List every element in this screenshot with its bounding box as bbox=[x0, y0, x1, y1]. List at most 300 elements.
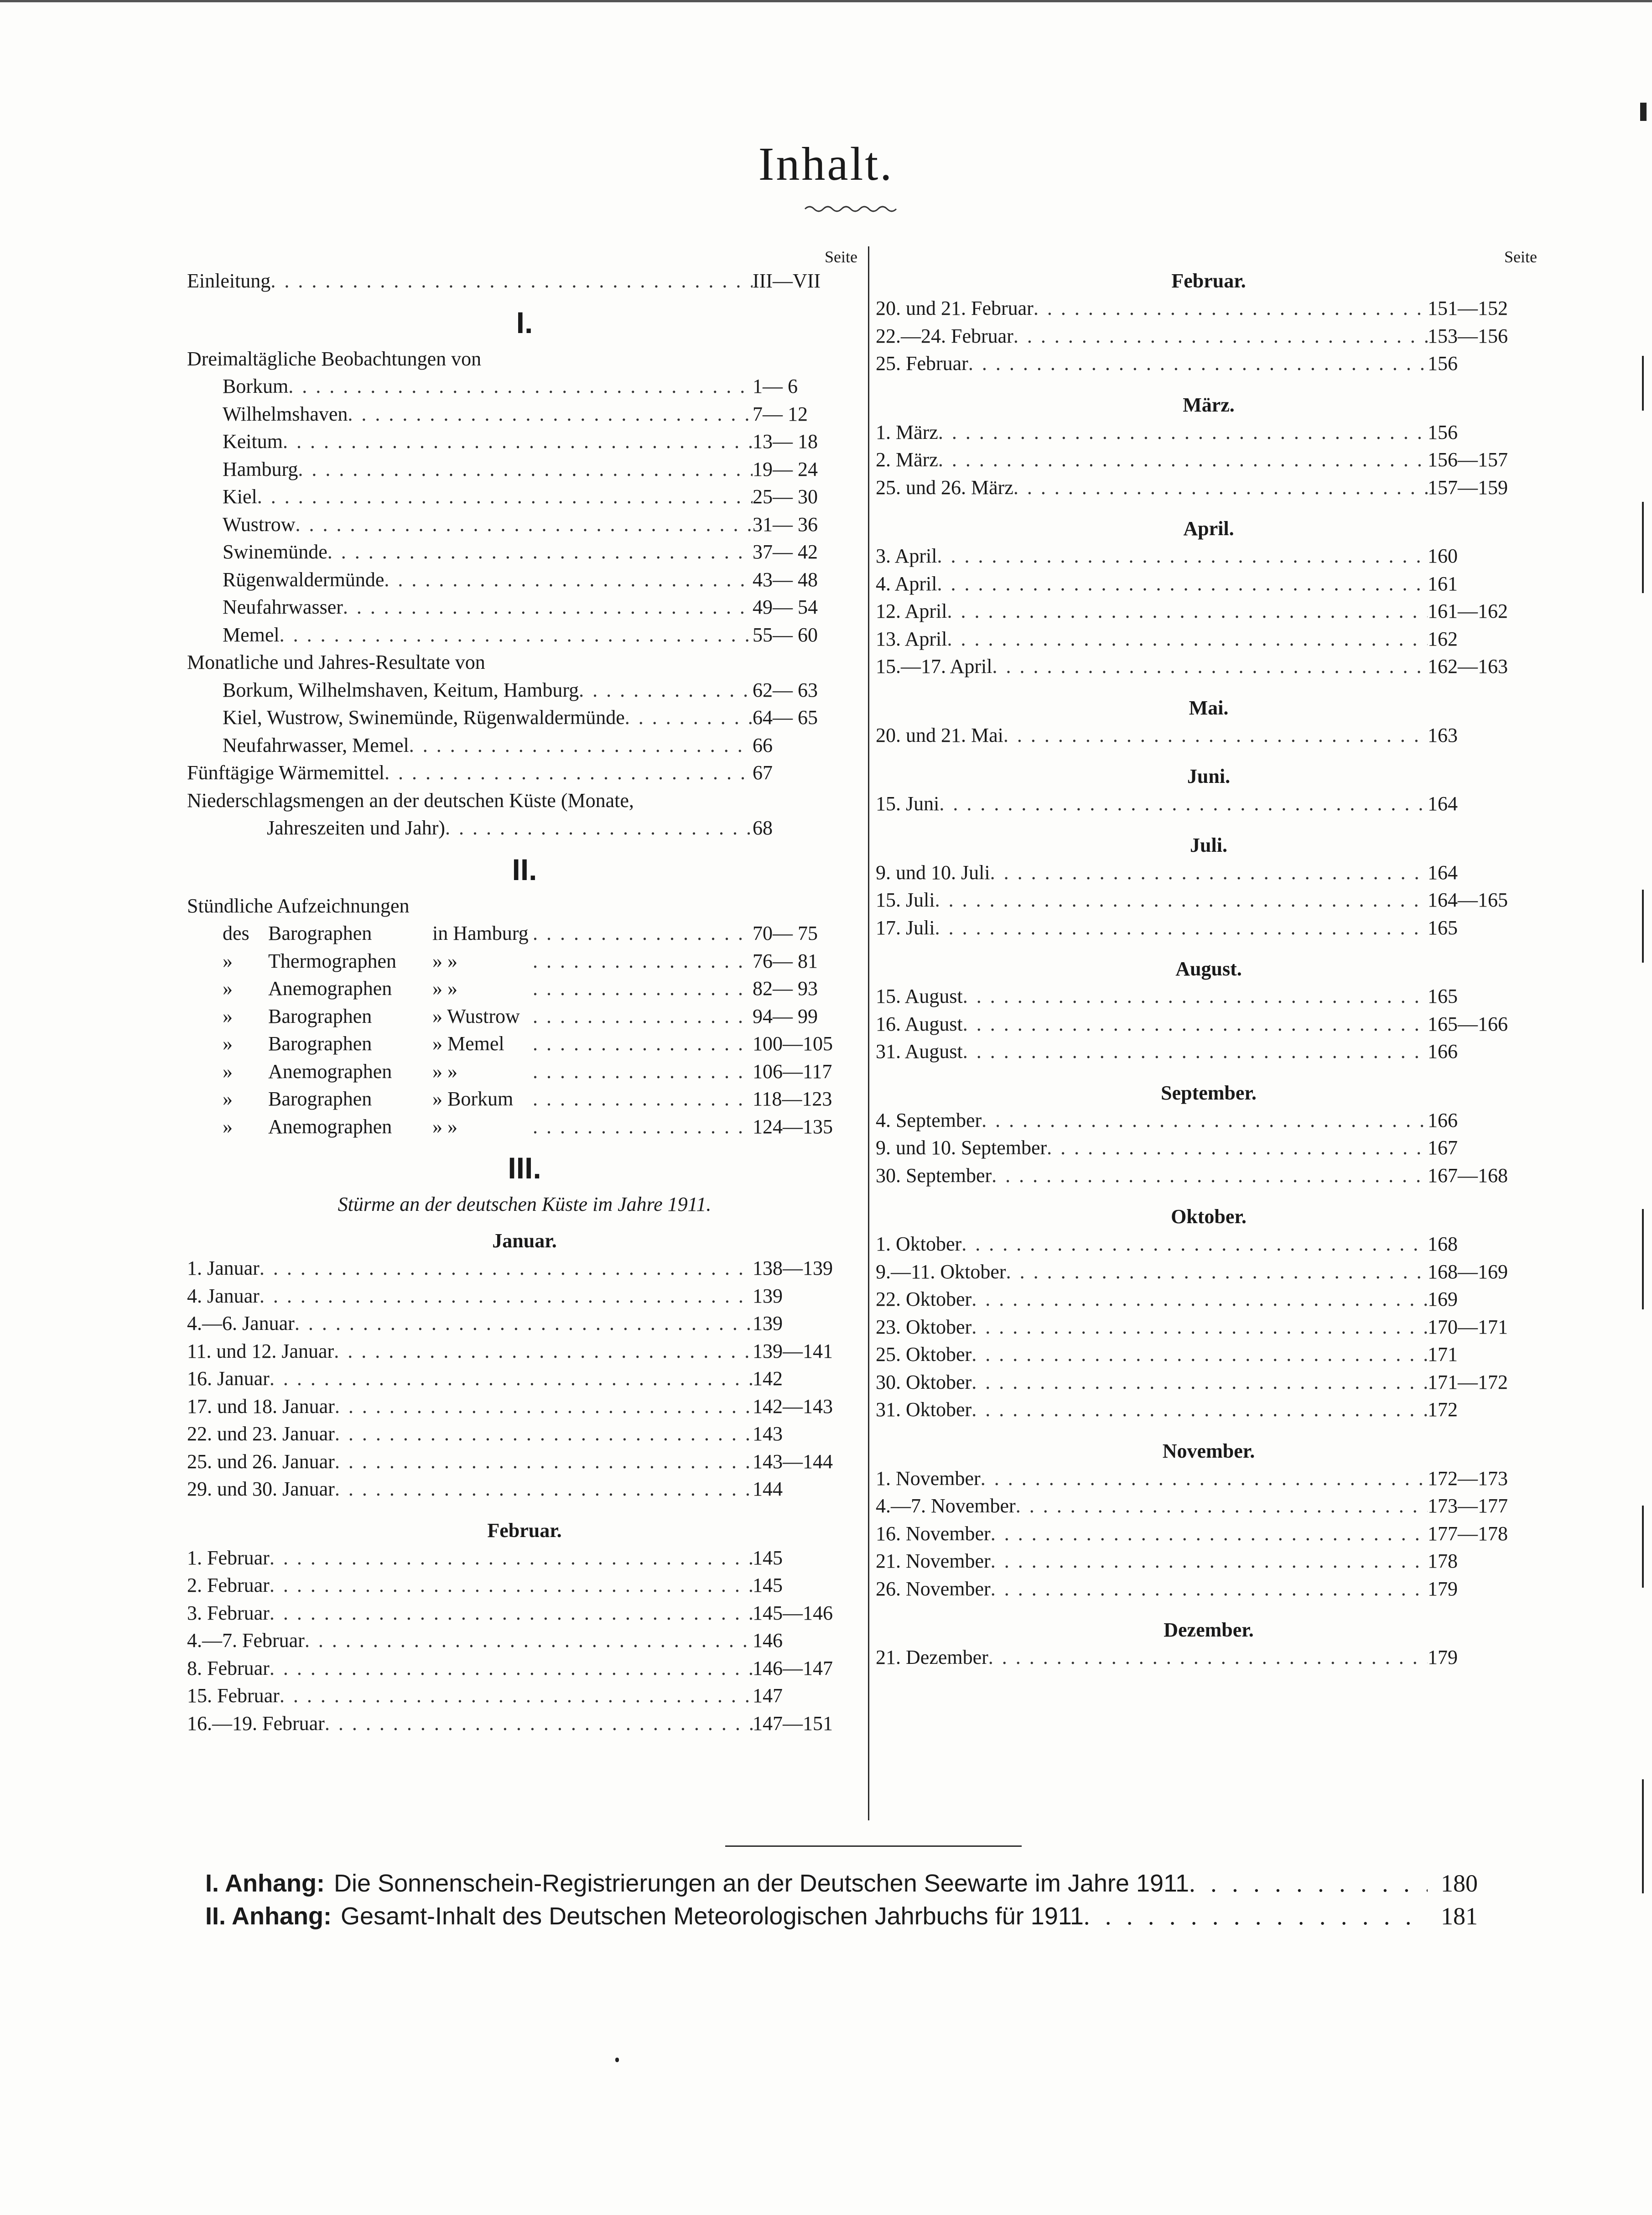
entry-page: 156 bbox=[1428, 421, 1458, 443]
toc-entry[interactable] bbox=[876, 1107, 1542, 1135]
entry-page: 165 bbox=[1428, 916, 1458, 939]
toc-entry[interactable] bbox=[187, 920, 862, 948]
toc-entry[interactable] bbox=[187, 483, 862, 511]
appendix-label: II. Anhang: bbox=[205, 1902, 332, 1930]
spacer bbox=[876, 1603, 1542, 1616]
entry-label: Rügenwaldermünde bbox=[223, 568, 384, 591]
entry-page: 170—171 bbox=[1428, 1315, 1508, 1338]
spacer bbox=[876, 1424, 1542, 1438]
toc-entry[interactable] bbox=[876, 446, 1542, 474]
footer-rule bbox=[725, 1845, 1022, 1847]
entry-page: 161 bbox=[1428, 572, 1458, 595]
toc-entry-waermemittel[interactable] bbox=[187, 759, 862, 787]
entry-page: 145 bbox=[753, 1574, 783, 1596]
entry-page: 144 bbox=[753, 1478, 783, 1500]
entry-location: » » bbox=[432, 977, 457, 1000]
dot-leader bbox=[1003, 722, 1428, 750]
entry-location: » Memel bbox=[432, 1032, 504, 1055]
entry-page: 156—157 bbox=[1428, 448, 1508, 471]
toc-entry[interactable] bbox=[876, 886, 1542, 914]
entry-label: 9.—11. Oktober bbox=[876, 1260, 1006, 1283]
entry-page: 143—144 bbox=[753, 1450, 833, 1473]
dot-leader bbox=[992, 1162, 1428, 1190]
dot-leader bbox=[963, 983, 1428, 1011]
entry-label: 31. August bbox=[876, 1040, 963, 1063]
dot-leader bbox=[335, 1420, 753, 1448]
entry-page: 64— 65 bbox=[753, 706, 818, 729]
toc-entry-niederschlag[interactable] bbox=[187, 814, 862, 842]
toc-entry[interactable] bbox=[876, 859, 1542, 887]
dot-leader bbox=[971, 1396, 1428, 1424]
entry-label: Neufahrwasser bbox=[223, 596, 343, 618]
entry-article: » bbox=[223, 1115, 233, 1138]
entry-label: Wustrow bbox=[223, 513, 296, 536]
toc-entry[interactable] bbox=[876, 1520, 1542, 1548]
entry-page: 173—177 bbox=[1428, 1495, 1508, 1517]
toc-entry[interactable] bbox=[876, 1038, 1542, 1066]
toc-entry[interactable] bbox=[187, 1282, 862, 1310]
scan-edge-mark bbox=[1642, 890, 1644, 963]
entry-label: 13. April bbox=[876, 627, 947, 650]
entry-location: » » bbox=[432, 1060, 457, 1083]
toc-entry[interactable] bbox=[187, 1600, 862, 1627]
scan-edge-mark bbox=[1642, 1506, 1644, 1588]
entry-page: 62— 63 bbox=[753, 678, 818, 701]
monthly-results-heading: Monatliche und Jahres-Resultate von bbox=[187, 651, 485, 673]
entry-label: 2. Februar bbox=[187, 1574, 270, 1596]
entry-label: 1. März bbox=[876, 421, 938, 443]
toc-entry[interactable] bbox=[187, 1255, 862, 1282]
entry-page: 19— 24 bbox=[753, 458, 818, 480]
dot-leader bbox=[939, 790, 1428, 818]
dot-leader bbox=[270, 1365, 753, 1393]
dot-leader bbox=[280, 621, 753, 649]
entry-page: 142 bbox=[753, 1367, 783, 1390]
entry-page: 153—156 bbox=[1428, 324, 1508, 347]
toc-entry[interactable] bbox=[187, 1310, 862, 1338]
month-heading-november: November. bbox=[1162, 1439, 1255, 1462]
entry-page: III—VII bbox=[753, 270, 821, 292]
entry-label: 16. November bbox=[876, 1522, 991, 1545]
section-i-heading: Dreimaltägliche Beobachtungen von bbox=[187, 347, 482, 370]
dot-leader bbox=[935, 886, 1428, 914]
entry-page: 76— 81 bbox=[753, 949, 818, 972]
toc-entry[interactable] bbox=[876, 542, 1542, 570]
section-ii-heading: Stündliche Aufzeichnungen bbox=[187, 894, 410, 917]
toc-entry[interactable] bbox=[876, 1575, 1542, 1603]
toc-entry[interactable] bbox=[187, 621, 862, 649]
dot-leader bbox=[991, 1548, 1428, 1575]
entry-label: 1. Januar bbox=[187, 1257, 260, 1279]
entry-page: 43— 48 bbox=[753, 568, 818, 591]
toc-entry[interactable] bbox=[876, 722, 1542, 750]
entry-page: 165—166 bbox=[1428, 1012, 1508, 1035]
entry-page: 169 bbox=[1428, 1288, 1458, 1310]
toc-entry[interactable] bbox=[876, 295, 1542, 323]
toc-entry[interactable] bbox=[187, 373, 862, 401]
entry-label bbox=[223, 1113, 533, 1141]
entry-label bbox=[223, 1003, 533, 1031]
entry-instrument: Barographen bbox=[268, 1088, 372, 1110]
toc-entry[interactable] bbox=[876, 790, 1542, 818]
toc-entry[interactable] bbox=[187, 975, 862, 1003]
dot-leader bbox=[991, 1520, 1428, 1548]
entry-page: 178 bbox=[1428, 1550, 1458, 1572]
entry-page: 82— 93 bbox=[753, 977, 818, 1000]
entry-label: 1. Oktober bbox=[876, 1233, 962, 1255]
dot-leader bbox=[971, 1313, 1428, 1341]
toc-entry[interactable] bbox=[187, 732, 862, 760]
entry-page: 138—139 bbox=[753, 1257, 833, 1279]
dot-leader bbox=[533, 920, 753, 948]
toc-entry[interactable] bbox=[187, 566, 862, 594]
month-heading-juli: Juli. bbox=[1190, 834, 1227, 856]
dot-leader bbox=[334, 1338, 753, 1365]
entry-page: 172—173 bbox=[1428, 1467, 1508, 1490]
entry-instrument: Barographen bbox=[268, 1005, 372, 1027]
dot-leader bbox=[270, 267, 753, 295]
dot-leader bbox=[533, 975, 753, 1003]
dot-leader bbox=[968, 350, 1428, 378]
entry-article: » bbox=[223, 977, 233, 1000]
entry-label: 4.—7. Februar bbox=[187, 1629, 305, 1652]
toc-entry[interactable] bbox=[876, 1369, 1542, 1397]
entry-instrument: Thermographen bbox=[268, 949, 396, 972]
toc-entry[interactable] bbox=[187, 1003, 862, 1031]
toc-entry[interactable] bbox=[876, 625, 1542, 653]
appendix-i[interactable] bbox=[205, 1866, 1478, 1901]
dot-leader bbox=[335, 1448, 753, 1476]
entry-page: 142—143 bbox=[753, 1395, 833, 1418]
toc-entry[interactable] bbox=[187, 1085, 862, 1113]
entry-label: 11. und 12. Januar bbox=[187, 1339, 334, 1362]
dot-leader bbox=[935, 914, 1428, 942]
month-heading-august: August. bbox=[1175, 958, 1242, 980]
entry-article: » bbox=[223, 949, 233, 972]
entry-label bbox=[223, 1085, 533, 1113]
entry-page: 55— 60 bbox=[753, 623, 818, 646]
toc-entry[interactable] bbox=[876, 1230, 1542, 1258]
dot-leader bbox=[335, 1475, 753, 1503]
dot-leader bbox=[260, 1255, 753, 1282]
toc-entry[interactable] bbox=[876, 323, 1542, 350]
toc-entry[interactable] bbox=[876, 419, 1542, 447]
appendix-page: 181 bbox=[1441, 1902, 1478, 1930]
appendix-ii[interactable] bbox=[205, 1899, 1478, 1934]
dot-leader bbox=[257, 483, 753, 511]
entry-page: 67 bbox=[753, 761, 773, 784]
entry-label: 29. und 30. Januar bbox=[187, 1478, 335, 1500]
page-title: Inhalt. bbox=[758, 138, 894, 190]
entry-page: 160 bbox=[1428, 545, 1458, 567]
scan-edge-mark bbox=[1640, 103, 1647, 121]
entry-instrument: Anemographen bbox=[268, 1115, 392, 1138]
toc-entry[interactable] bbox=[187, 538, 862, 566]
toc-entry[interactable] bbox=[187, 1475, 862, 1503]
dot-leader bbox=[384, 566, 753, 594]
toc-entry[interactable] bbox=[876, 1258, 1542, 1286]
appendix-label: I. Anhang: bbox=[205, 1870, 325, 1897]
entry-page: 124—135 bbox=[753, 1115, 833, 1138]
entry-page: 146 bbox=[753, 1629, 783, 1652]
spacer bbox=[876, 681, 1542, 694]
toc-entry[interactable] bbox=[876, 1396, 1542, 1424]
toc-entry[interactable] bbox=[187, 428, 862, 456]
toc-entry[interactable] bbox=[876, 983, 1542, 1011]
entry-label: Einleitung bbox=[187, 270, 271, 292]
section-iii-subtitle: Stürme an der deutschen Küste im Jahre 1911. bbox=[338, 1193, 712, 1215]
toc-entry[interactable] bbox=[876, 474, 1542, 502]
toc-entry[interactable] bbox=[187, 1393, 862, 1421]
entry-page: 156 bbox=[1428, 352, 1458, 375]
entry-page: 13— 18 bbox=[753, 430, 818, 453]
entry-label: 4.—6. Januar bbox=[187, 1312, 295, 1334]
appendix-text: Gesamt-Inhalt des Deutschen Meteorologischen Jahrbuchs für 1911 bbox=[340, 1902, 1084, 1930]
entry-page: 145 bbox=[753, 1546, 783, 1569]
toc-entry[interactable] bbox=[187, 1544, 862, 1572]
dot-leader bbox=[1047, 1134, 1428, 1162]
toc-entry[interactable] bbox=[187, 1420, 862, 1448]
entry-label: 26. November bbox=[876, 1577, 991, 1600]
entry-article: » bbox=[223, 1060, 233, 1083]
entry-label: 1. November bbox=[876, 1467, 981, 1490]
entry-label: Swinemünde bbox=[223, 541, 327, 563]
toc-entry[interactable] bbox=[187, 1448, 862, 1476]
entry-label: 20. und 21. Februar bbox=[876, 297, 1034, 319]
entry-page: 7— 12 bbox=[753, 402, 808, 425]
section-heading-ii: II. bbox=[512, 852, 537, 886]
entry-location: » Borkum bbox=[432, 1088, 514, 1110]
toc-entry[interactable] bbox=[876, 1286, 1542, 1313]
entry-label: 9. und 10. September bbox=[876, 1136, 1047, 1159]
entry-label: Kiel, Wustrow, Swinemünde, Rügenwaldermünde bbox=[223, 706, 625, 729]
dot-leader bbox=[971, 1369, 1428, 1397]
scan-speck bbox=[615, 2058, 619, 2062]
instrument-list bbox=[187, 920, 862, 1141]
entry-label bbox=[223, 975, 533, 1003]
entry-page: 164 bbox=[1428, 792, 1458, 815]
entry-page: 139—141 bbox=[753, 1339, 833, 1362]
dot-leader bbox=[1013, 323, 1428, 350]
entry-page: 37— 42 bbox=[753, 541, 818, 563]
toc-entry[interactable] bbox=[187, 1682, 862, 1710]
toc-entry[interactable] bbox=[876, 914, 1542, 942]
scan-edge-mark bbox=[1642, 1209, 1644, 1309]
dot-leader bbox=[971, 1286, 1428, 1313]
entry-page: 167—168 bbox=[1428, 1164, 1508, 1187]
entry-page: 139 bbox=[753, 1284, 783, 1307]
entry-page: 151—152 bbox=[1428, 297, 1508, 319]
entry-label: 31. Oktober bbox=[876, 1398, 972, 1421]
entry-label: 3. April bbox=[876, 545, 937, 567]
entry-location: » » bbox=[432, 949, 457, 972]
toc-entry[interactable] bbox=[187, 1710, 862, 1738]
toc-entry[interactable] bbox=[876, 1011, 1542, 1038]
entry-page: 118—123 bbox=[753, 1088, 832, 1110]
entry-page: 165 bbox=[1428, 985, 1458, 1007]
entry-label: 22. und 23. Januar bbox=[187, 1423, 335, 1445]
entry-page: 49— 54 bbox=[753, 596, 818, 618]
entry-label: 16.—19. Februar bbox=[187, 1712, 325, 1735]
spacer bbox=[876, 1066, 1542, 1079]
toc-entry[interactable] bbox=[876, 653, 1542, 681]
dot-leader bbox=[990, 859, 1428, 887]
entry-page: 163 bbox=[1428, 724, 1458, 746]
toc-entry[interactable] bbox=[187, 1572, 862, 1600]
entry-label: 25. und 26. März bbox=[876, 476, 1013, 499]
niederschlag-heading: Niederschlagsmengen an der deutschen Küste (Monate, bbox=[187, 789, 634, 812]
toc-entry[interactable] bbox=[187, 511, 862, 539]
entry-article: » bbox=[223, 1032, 233, 1055]
entry-label: 9. und 10. Juli bbox=[876, 861, 990, 884]
dot-leader bbox=[937, 570, 1428, 598]
toc-entry[interactable] bbox=[187, 1338, 862, 1365]
dot-leader bbox=[288, 373, 753, 401]
entry-page: 145—146 bbox=[753, 1601, 833, 1624]
month-heading-februar: Februar. bbox=[487, 1519, 562, 1542]
toc-entry-einleitung[interactable] bbox=[187, 267, 862, 295]
toc-entry[interactable] bbox=[876, 1492, 1542, 1520]
toc-entry[interactable] bbox=[876, 598, 1542, 625]
title-ornament-icon bbox=[803, 201, 903, 214]
entry-page: 168 bbox=[1428, 1233, 1458, 1255]
entry-label: 30. Oktober bbox=[876, 1371, 972, 1393]
section-heading-iii: III. bbox=[508, 1151, 541, 1185]
dot-leader bbox=[963, 1011, 1428, 1038]
spacer bbox=[876, 749, 1542, 763]
dot-leader bbox=[260, 1282, 753, 1310]
dot-leader bbox=[1189, 1866, 1428, 1901]
entry-label: 4. April bbox=[876, 572, 937, 595]
entry-article: » bbox=[223, 1005, 233, 1027]
dot-leader bbox=[533, 1058, 753, 1086]
entry-page: 179 bbox=[1428, 1646, 1458, 1668]
dot-leader bbox=[1034, 295, 1428, 323]
toc-entry[interactable] bbox=[187, 456, 862, 484]
month-heading-september: September. bbox=[1161, 1081, 1257, 1104]
entry-label: 15. Februar bbox=[187, 1684, 280, 1707]
dot-leader bbox=[283, 428, 753, 456]
toc-entry[interactable] bbox=[187, 677, 862, 704]
entry-label: 12. April bbox=[876, 600, 947, 622]
toc-entry[interactable] bbox=[876, 1548, 1542, 1575]
entry-instrument: Anemographen bbox=[268, 977, 392, 1000]
dot-leader bbox=[533, 1030, 753, 1058]
toc-entry[interactable] bbox=[187, 594, 862, 621]
toc-entry[interactable] bbox=[876, 1313, 1542, 1341]
toc-entry[interactable] bbox=[876, 1341, 1542, 1369]
entry-label: Fünftägige Wärmemittel bbox=[187, 761, 384, 784]
dot-leader bbox=[305, 1627, 753, 1655]
entry-label: 22. Oktober bbox=[876, 1288, 972, 1310]
toc-entry[interactable] bbox=[187, 1627, 862, 1655]
entry-page: 1— 6 bbox=[753, 375, 798, 397]
entry-page: 167 bbox=[1428, 1136, 1458, 1159]
month-heading-mai: Mai. bbox=[1189, 696, 1229, 719]
entry-page: 172 bbox=[1428, 1398, 1458, 1421]
toc-entry[interactable] bbox=[187, 401, 862, 428]
toc-entry[interactable] bbox=[187, 1113, 862, 1141]
appendix-page: 180 bbox=[1441, 1870, 1478, 1897]
toc-entry[interactable] bbox=[187, 1365, 862, 1393]
toc-entry[interactable] bbox=[187, 1655, 862, 1683]
entry-instrument: Barographen bbox=[268, 922, 372, 944]
toc-entry[interactable] bbox=[876, 570, 1542, 598]
entry-label: 4. Januar bbox=[187, 1284, 260, 1307]
spacer bbox=[876, 501, 1542, 515]
seite-header-right: Seite bbox=[1504, 248, 1537, 266]
entry-page: 143 bbox=[753, 1423, 783, 1445]
dot-leader bbox=[1006, 1258, 1428, 1286]
toc-entry[interactable] bbox=[876, 350, 1542, 378]
month-heading-oktober: Oktober. bbox=[1171, 1205, 1247, 1228]
toc-entry[interactable] bbox=[187, 1030, 862, 1058]
entry-label: 17. Juli bbox=[876, 916, 935, 939]
dot-leader bbox=[325, 1710, 753, 1738]
dot-leader bbox=[947, 598, 1428, 625]
toc-entry[interactable] bbox=[187, 948, 862, 975]
dot-leader bbox=[409, 732, 753, 760]
dot-leader bbox=[296, 511, 753, 539]
dot-leader bbox=[343, 594, 753, 621]
entry-label bbox=[223, 948, 533, 975]
entry-label: 21. November bbox=[876, 1550, 991, 1572]
entry-label: 25. Oktober bbox=[876, 1343, 972, 1365]
dot-leader bbox=[981, 1465, 1428, 1493]
entry-page: 166 bbox=[1428, 1109, 1458, 1131]
dot-leader bbox=[971, 1341, 1428, 1369]
month-heading-dezember: Dezember. bbox=[1164, 1619, 1254, 1641]
entry-label: 23. Oktober bbox=[876, 1315, 972, 1338]
dot-leader bbox=[1013, 474, 1428, 502]
scan-edge-mark bbox=[1642, 1779, 1644, 1893]
dot-leader bbox=[1016, 1492, 1428, 1520]
dot-leader bbox=[280, 1682, 753, 1710]
dot-leader bbox=[982, 1107, 1428, 1135]
entry-page: 162—163 bbox=[1428, 655, 1508, 678]
section-heading-i: I. bbox=[516, 305, 533, 339]
scan-top-edge bbox=[0, 0, 1652, 2]
toc-entry[interactable] bbox=[876, 1465, 1542, 1493]
dot-leader bbox=[445, 814, 753, 842]
toc-entry[interactable] bbox=[876, 1134, 1542, 1162]
entry-label: 1. Februar bbox=[187, 1546, 270, 1569]
entry-page: 106—117 bbox=[753, 1060, 832, 1083]
entry-page: 94— 99 bbox=[753, 1005, 818, 1027]
spacer bbox=[876, 942, 1542, 955]
toc-entry[interactable] bbox=[876, 1644, 1542, 1672]
entry-label: 25. Februar bbox=[876, 352, 968, 375]
entry-page: 162 bbox=[1428, 627, 1458, 650]
toc-entry[interactable] bbox=[187, 704, 862, 732]
dot-leader bbox=[947, 625, 1428, 653]
entry-label: 16. August bbox=[876, 1012, 963, 1035]
entry-label: 15. Juni bbox=[876, 792, 940, 815]
dot-leader bbox=[625, 704, 753, 732]
dot-leader bbox=[938, 419, 1428, 447]
entry-page: 139 bbox=[753, 1312, 783, 1334]
dot-leader bbox=[1084, 1899, 1428, 1934]
toc-entry[interactable] bbox=[187, 1058, 862, 1086]
entry-page: 68 bbox=[753, 817, 773, 839]
dot-leader bbox=[533, 1085, 753, 1113]
entry-label: Keitum bbox=[223, 430, 283, 453]
toc-entry[interactable] bbox=[876, 1162, 1542, 1190]
dot-leader bbox=[270, 1572, 753, 1600]
entry-label: Jahreszeiten und Jahr) bbox=[267, 817, 445, 839]
dot-leader bbox=[335, 1393, 753, 1421]
dot-leader bbox=[988, 1644, 1428, 1672]
